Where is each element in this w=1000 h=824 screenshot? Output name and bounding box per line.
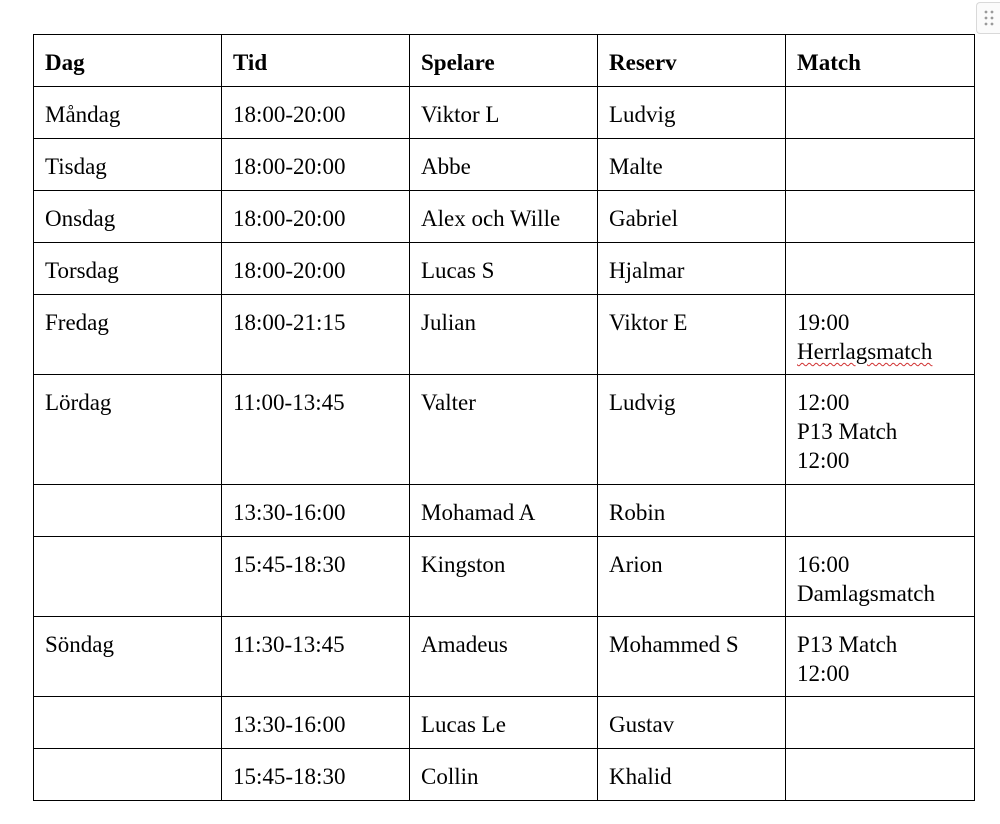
match-line: 19:00 — [797, 310, 850, 335]
cell-reserv[interactable]: Robin — [598, 485, 786, 537]
table-row — [34, 191, 975, 243]
cell-dag[interactable]: Lördag — [34, 375, 222, 485]
cell-spelare[interactable]: Lucas S — [410, 243, 598, 295]
header-match[interactable]: Match — [786, 35, 975, 87]
header-reserv[interactable]: Reserv — [598, 35, 786, 87]
cell-match[interactable] — [786, 749, 975, 801]
cell-tid[interactable]: 18:00-20:00 — [222, 87, 410, 139]
cell-spelare[interactable]: Collin — [410, 749, 598, 801]
cell-dag[interactable]: Torsdag — [34, 243, 222, 295]
cell-match[interactable] — [786, 375, 975, 485]
cell-dag[interactable]: Måndag — [34, 87, 222, 139]
match-line: 12:00 — [797, 661, 850, 686]
cell-tid[interactable]: 13:30-16:00 — [222, 485, 410, 537]
cell-reserv[interactable]: Ludvig — [598, 375, 786, 485]
cell-reserv[interactable]: Gabriel — [598, 191, 786, 243]
cell-match[interactable] — [786, 243, 975, 295]
cell-match[interactable] — [786, 697, 975, 749]
cell-dag[interactable] — [34, 485, 222, 537]
match-line: P13 Match — [797, 632, 898, 657]
match-line: 16:00 — [797, 552, 850, 577]
cell-tid[interactable]: 13:30-16:00 — [222, 697, 410, 749]
table-row — [34, 697, 975, 749]
cell-dag[interactable]: Tisdag — [34, 139, 222, 191]
cell-reserv[interactable]: Khalid — [598, 749, 786, 801]
cell-match[interactable] — [786, 617, 975, 697]
table-row — [34, 87, 975, 139]
cell-match[interactable] — [786, 191, 975, 243]
drag-handle-icon — [984, 10, 994, 26]
cell-dag[interactable]: Onsdag — [34, 191, 222, 243]
match-line-spellcheck: Herrlagsmatch — [797, 339, 933, 364]
table-row — [34, 139, 975, 191]
cell-match[interactable] — [786, 87, 975, 139]
table-row — [34, 375, 975, 485]
cell-tid[interactable]: 18:00-20:00 — [222, 191, 410, 243]
cell-reserv[interactable]: Malte — [598, 139, 786, 191]
match-line: 12:00 — [797, 390, 850, 415]
cell-match[interactable] — [786, 537, 975, 617]
table-row — [34, 243, 975, 295]
cell-tid[interactable]: 18:00-21:15 — [222, 295, 410, 375]
cell-reserv[interactable]: Hjalmar — [598, 243, 786, 295]
cell-spelare[interactable]: Viktor L — [410, 87, 598, 139]
cell-tid[interactable]: 15:45-18:30 — [222, 537, 410, 617]
cell-tid[interactable]: 18:00-20:00 — [222, 243, 410, 295]
table-row — [34, 749, 975, 801]
match-line: 12:00 — [797, 448, 850, 473]
table-move-handle[interactable] — [976, 2, 1000, 34]
cell-reserv[interactable]: Mohammed S — [598, 617, 786, 697]
cell-spelare[interactable]: Alex och Wille — [410, 191, 598, 243]
cell-reserv[interactable]: Ludvig — [598, 87, 786, 139]
match-line: P13 Match — [797, 419, 898, 444]
cell-dag[interactable] — [34, 537, 222, 617]
cell-match[interactable] — [786, 485, 975, 537]
cell-spelare[interactable]: Valter — [410, 375, 598, 485]
cell-reserv[interactable]: Viktor E — [598, 295, 786, 375]
header-spelare[interactable]: Spelare — [410, 35, 598, 87]
header-dag[interactable]: Dag — [34, 35, 222, 87]
cell-tid[interactable]: 15:45-18:30 — [222, 749, 410, 801]
cell-dag[interactable] — [34, 697, 222, 749]
cell-dag[interactable] — [34, 749, 222, 801]
cell-spelare[interactable]: Julian — [410, 295, 598, 375]
cell-match[interactable] — [786, 139, 975, 191]
cell-dag[interactable]: Söndag — [34, 617, 222, 697]
cell-dag[interactable]: Fredag — [34, 295, 222, 375]
match-line: Damlagsmatch — [797, 581, 935, 606]
cell-spelare[interactable]: Mohamad A — [410, 485, 598, 537]
cell-spelare[interactable]: Amadeus — [410, 617, 598, 697]
cell-reserv[interactable]: Arion — [598, 537, 786, 617]
cell-spelare[interactable]: Lucas Le — [410, 697, 598, 749]
header-tid[interactable]: Tid — [222, 35, 410, 87]
cell-tid[interactable]: 11:30-13:45 — [222, 617, 410, 697]
table-row — [34, 537, 975, 617]
table-row — [34, 485, 975, 537]
cell-tid[interactable]: 11:00-13:45 — [222, 375, 410, 485]
table-row — [34, 617, 975, 697]
table-row — [34, 295, 975, 375]
header-row — [34, 35, 975, 87]
cell-match[interactable] — [786, 295, 975, 375]
cell-tid[interactable]: 18:00-20:00 — [222, 139, 410, 191]
schedule-table — [33, 34, 975, 801]
cell-reserv[interactable]: Gustav — [598, 697, 786, 749]
cell-spelare[interactable]: Abbe — [410, 139, 598, 191]
cell-spelare[interactable]: Kingston — [410, 537, 598, 617]
